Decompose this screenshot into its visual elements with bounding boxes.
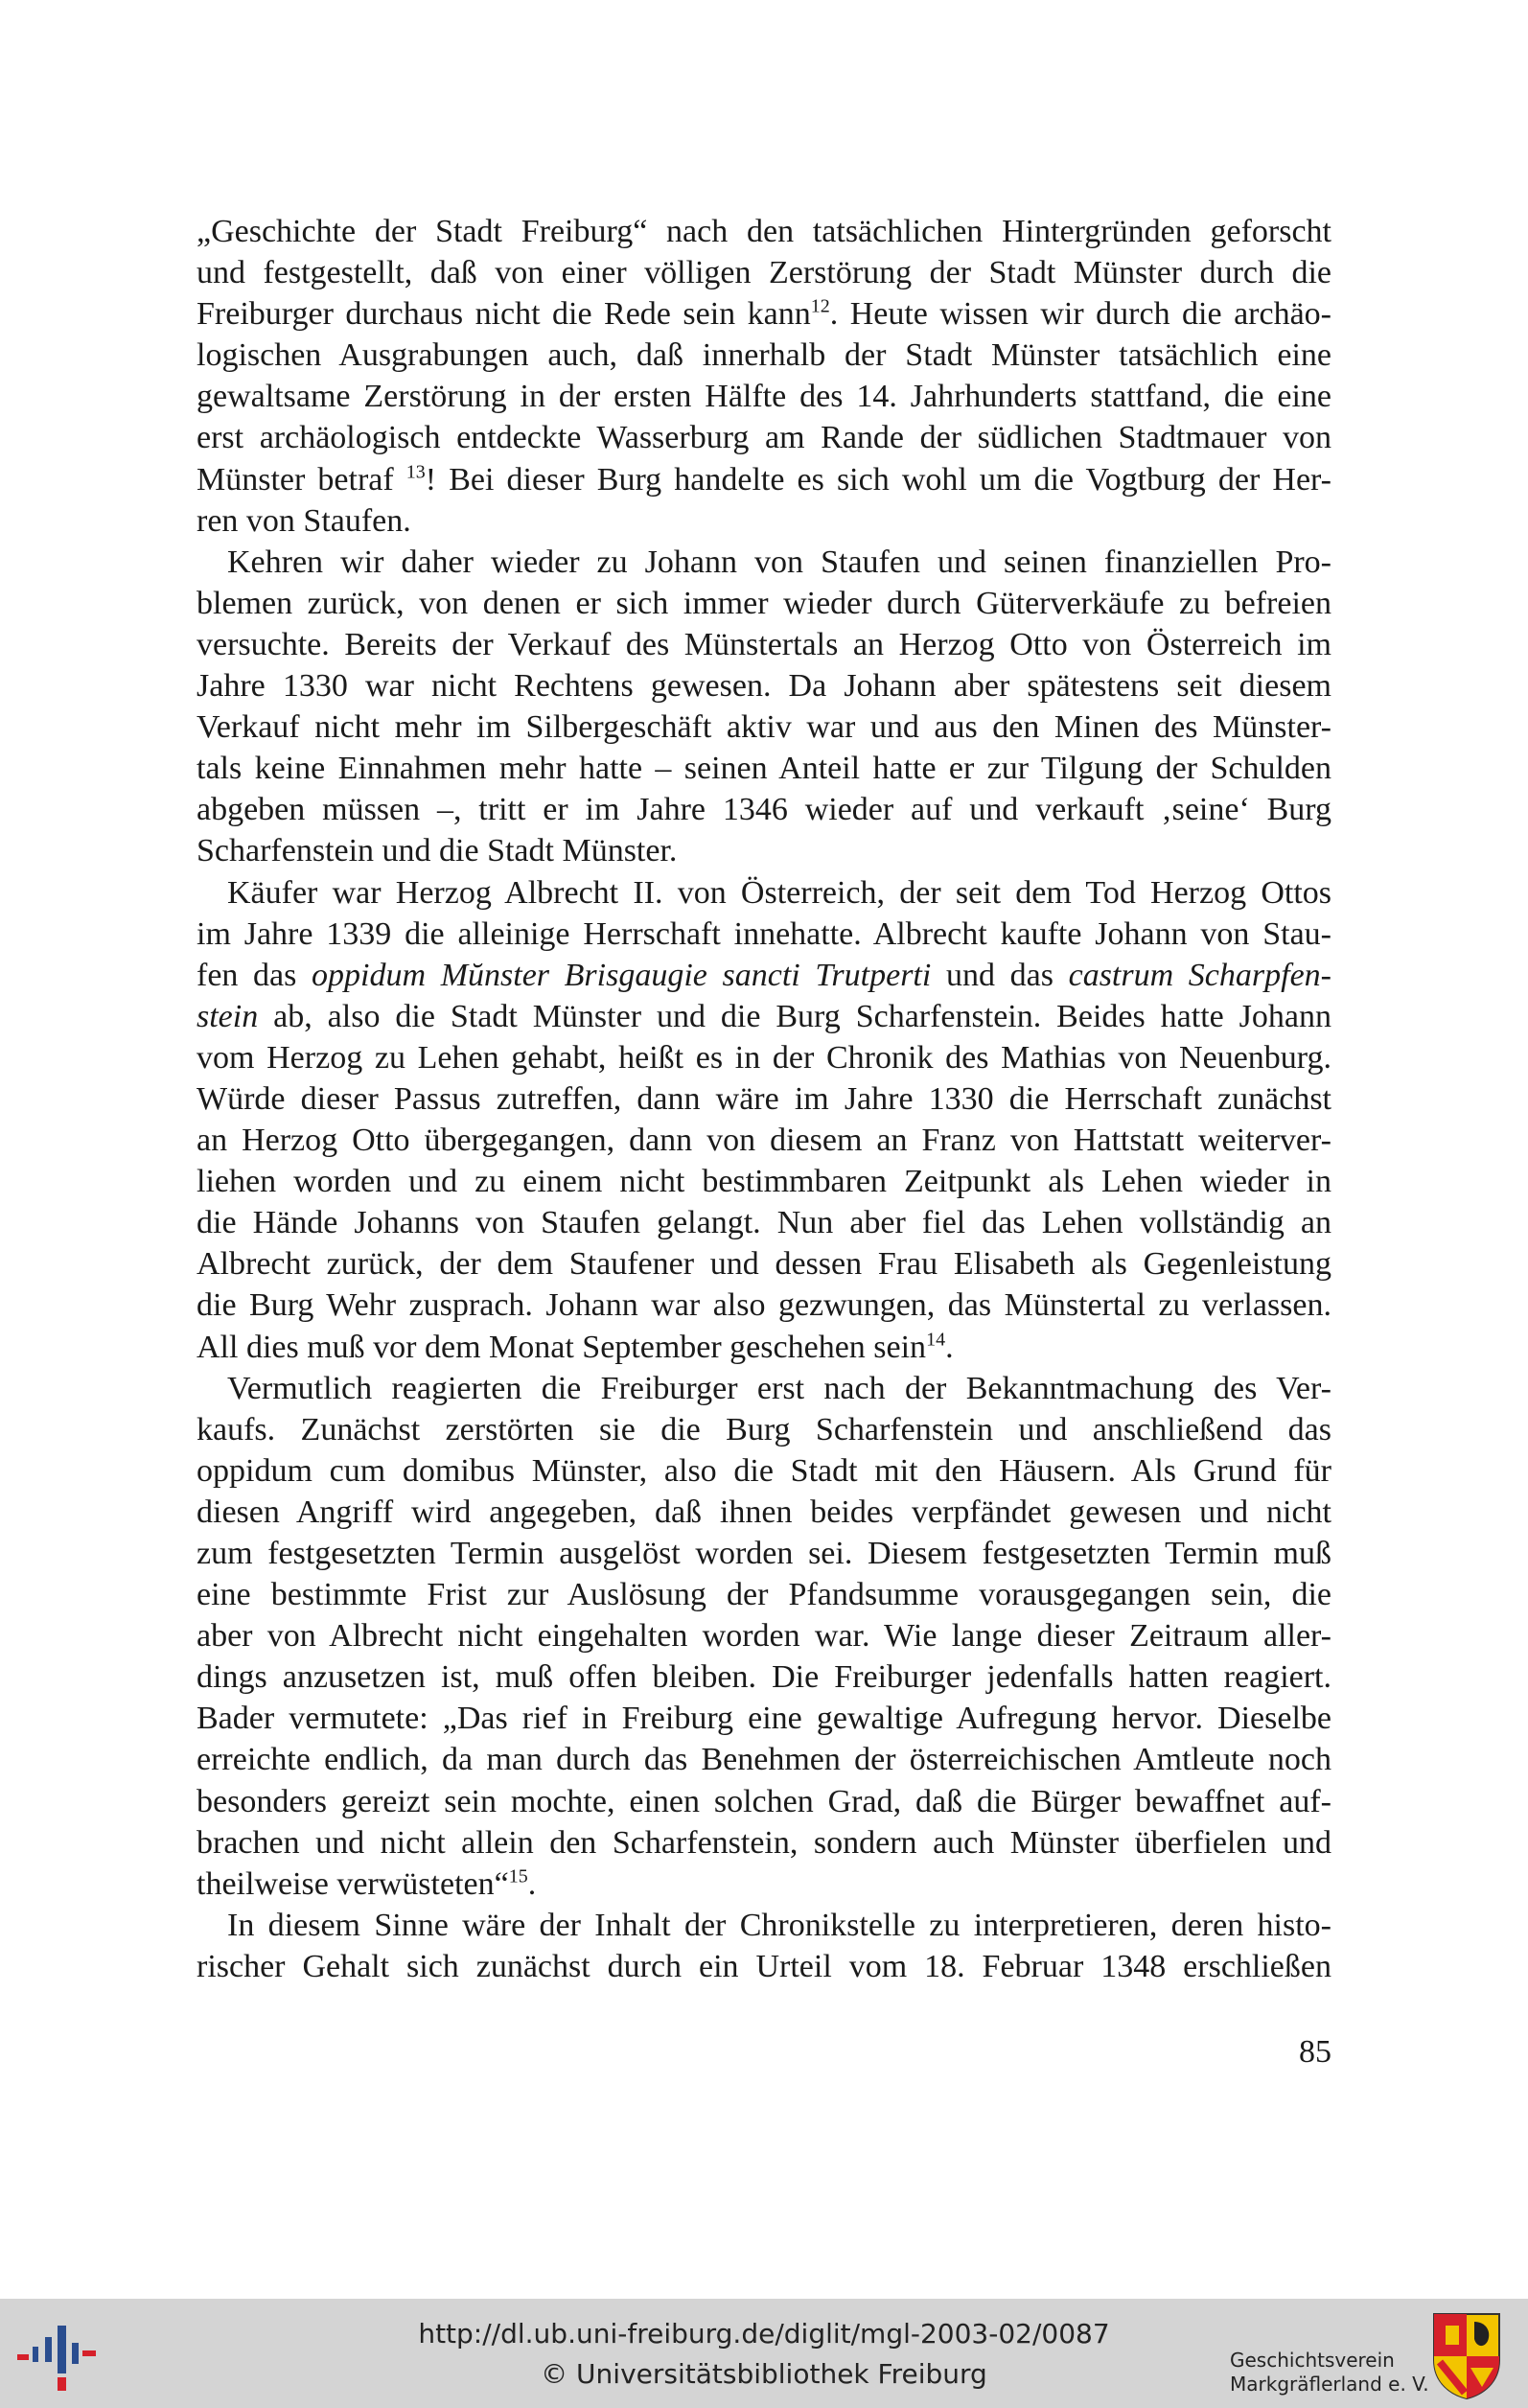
paragraph [197,1368,1331,1905]
text-line: dings anzusetzen ist, muß offen bleiben. Die Freiburger jedenfalls hatten reagiert. [197,1659,1331,1696]
text-line: Vermutlich reagierten die Freiburger erst nach der Bekanntmachung des Ver- [227,1370,1331,1406]
text-line: tals keine Einnahmen mehr hatte – seinen Anteil hatte er zur Tilgung der Schulden [197,751,1331,787]
paragraph [197,542,1331,872]
footnote-ref: 12 [810,295,830,317]
text-line: liehen worden und zu einem nicht bestimmbaren Zeitpunkt als Lehen wieder in [197,1164,1331,1200]
text-line: kaufs. Zunächst zerstörten sie die Burg Scharfenstein und anschließend das [197,1411,1331,1447]
paragraph [197,211,1331,542]
text-line: „Geschichte der Stadt Freiburg“ nach den tatsächlichen Hintergründen geforscht [197,214,1331,249]
text-line: die Burg Wehr zusprach. Johann war also gezwungen, das Münstertal zu verlassen. [197,1287,1331,1324]
text-line: erreichte endlich, da man durch das Benehmen der österreichischen Amtleute noch [197,1742,1331,1778]
footnote-ref: 13 [405,461,426,483]
footer-bar [0,2299,1528,2408]
text-line: Albrecht zurück, der dem Staufener und dessen Frau Elisabeth als Gegenleistung [197,1246,1331,1283]
text-line: Verkauf nicht mehr im Silbergeschäft aktiv war und aus den Minen des Münster- [197,709,1331,746]
page-number: 85 [1299,2034,1331,2070]
text-line: rischer Gehalt sich zunächst durch ein Urteil vom 18. Februar 1348 erschließen [197,1948,1331,1984]
text-line: Kehren wir daher wieder zu Johann von Staufen und seinen finanziellen Pro- [227,544,1331,580]
text-line: Würde dieser Passus zutreffen, dann wäre im Jahre 1330 die Herrschaft zunächst [197,1080,1331,1117]
page-text [197,211,1331,1987]
text-line: an Herzog Otto übergegangen, dann von diesem an Franz von Hattstatt weiterver- [197,1123,1331,1159]
text-line: theilweise verwüsteten“$^{15}$. [197,1865,537,1902]
text-line: und festgestellt, daß von einer völligen Zerstörung der Stadt Münster durch die [197,255,1331,291]
text-line: logischen Ausgrabungen auch, daß innerhalb der Stadt Münster tatsächlich eine [197,337,1331,374]
text-line: im Jahre 1339 die alleinige Herrschaft innehatte. Albrecht kaufte Johann von Stau- [197,915,1331,952]
text-line: Scharfenstein und die Stadt Münster. [197,833,678,869]
text-line: Bader vermutete: „Das rief in Freiburg eine gewaltige Aufregung hervor. Dieselbe [197,1701,1331,1737]
footnote-ref: 15 [508,1865,528,1887]
text-line: Jahre 1330 war nicht Rechtens gewesen. Da Johann aber spätestens seit diesem [197,668,1331,705]
text-line: Münster betraf $^{13}$! Bei dieser Burg handelte es sich wohl um die Vogtburg der Her- [197,461,1331,498]
text-line: blemen zurück, von denen er sich immer wieder durch Güterverkäufe zu befreien [197,585,1331,621]
text-line: brachen und nicht allein den Scharfenstein, sondern auch Münster überfielen und [197,1824,1331,1861]
latin-term: oppidum Mŭnster Brisgaugie sancti Trutperti [312,957,932,993]
text-line: stein ab, also die Stadt Münster und die Burg Scharfenstein. Beides hatte Johann [197,998,1331,1034]
text-line: versuchte. Bereits der Verkauf des Münstertals an Herzog Otto von Österreich im [197,626,1331,662]
text-line: zum festgesetzten Termin ausgelöst worden sei. Diesem festgesetzten Termin muß [197,1536,1331,1571]
footnote-ref: 14 [926,1329,946,1351]
text-line: diesen Angriff wird angegeben, daß ihnen beides verpfändet gewesen und nicht [197,1493,1331,1530]
text-line: In diesem Sinne wäre der Inhalt der Chronikstelle zu interpretieren, deren histo- [227,1907,1331,1943]
text-line: besonders gereizt sein mochte, einen solchen Grad, daß die Bürger bewaffnet auf- [197,1783,1331,1819]
latin-term: castrum Scharpfen- [1068,957,1331,993]
text-line: fen das oppidum Mŭnster Brisgaugie sancti Trutperti und das castrum Scharpfen- [197,957,1331,993]
text-line: Freiburger durchaus nicht die Rede sein kann$^{12}$. Heute wissen wir durch die archäo- [197,295,1331,333]
footer-url[interactable]: http://dl.ub.uni-freiburg.de/diglit/mgl-2003-02/0087 [418,2318,1110,2350]
text-line: erst archäologisch entdeckte Wasserburg am Rande der südlichen Stadtmauer von [197,420,1331,456]
coat-of-arms-icon [1432,2312,1501,2400]
text-line: vom Herzog zu Lehen gehabt, heißt es in der Chronik des Mathias von Neuenburg. [197,1039,1331,1076]
text-line: ren von Staufen. [197,502,411,539]
text-line: gewaltsame Zerstörung in der ersten Hälfte des 14. Jahrhunderts stattfand, die eine [197,379,1331,415]
text-line: eine bestimmte Frist zur Auslösung der Pfandsumme vorausgegangen sein, die [197,1577,1331,1613]
text-line: oppidum cum domibus Münster, also die Stadt mit den Häusern. Als Grund für [197,1452,1331,1489]
footer-copyright: © Universitätsbibliothek Freiburg [541,2358,987,2390]
text-line: Käufer war Herzog Albrecht II. von Österreich, der seit dem Tod Herzog Ottos [227,874,1331,911]
society-name: Geschichtsverein Markgräflerland e. V. [1230,2349,1429,2396]
text-line: abgeben müssen –, tritt er im Jahre 1346 wieder auf und verkauft ‚seine‘ Burg [197,792,1331,828]
text-line: die Hände Johanns von Staufen gelangt. Nun aber fiel das Lehen vollständig an [197,1205,1331,1241]
paragraph [197,872,1331,1368]
text-line: All dies muß vor dem Monat September geschehen sein$^{14}$. [197,1329,954,1365]
paragraph [197,1905,1331,1987]
latin-term: stein [197,998,259,1034]
text-line: aber von Albrecht nicht eingehalten worden war. Wie lange dieser Zeitraum aller- [197,1618,1331,1655]
